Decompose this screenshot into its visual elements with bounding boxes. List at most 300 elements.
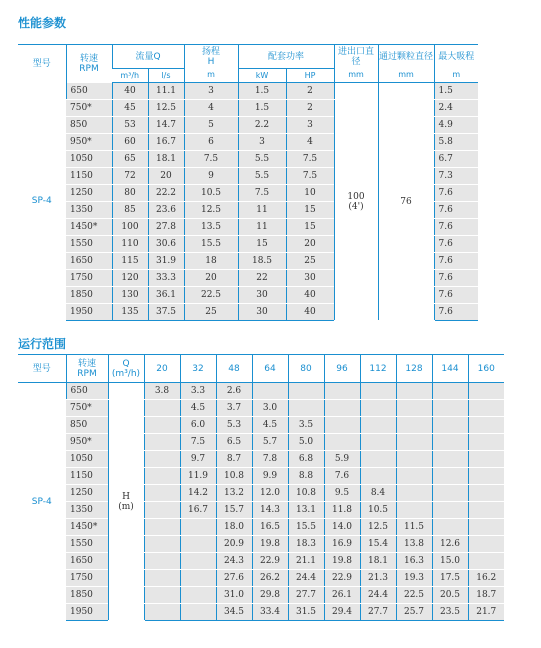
speed-cell: 1550 bbox=[66, 536, 108, 553]
value-cell: 4 bbox=[184, 100, 238, 117]
head-value-cell: 6.8 bbox=[288, 451, 324, 468]
unit-suction-m: m bbox=[434, 69, 478, 83]
speed-cell: 950* bbox=[66, 134, 112, 151]
head-value-cell: 31.5 bbox=[288, 604, 324, 621]
head-value-cell: 27.6 bbox=[216, 570, 252, 587]
flow-header: 128 bbox=[396, 355, 432, 383]
head-value-cell bbox=[180, 553, 216, 570]
table-row bbox=[18, 536, 504, 553]
speed-cell: 1450* bbox=[66, 219, 112, 236]
value-cell: 120 bbox=[112, 270, 148, 287]
value-cell: 30 bbox=[238, 304, 286, 321]
table-row bbox=[18, 451, 504, 468]
head-value-cell: 31.0 bbox=[216, 587, 252, 604]
head-value-cell: 8.8 bbox=[288, 468, 324, 485]
value-cell: 11.1 bbox=[148, 83, 184, 100]
speed-cell: 1050 bbox=[66, 451, 108, 468]
speed-cell: 1850 bbox=[66, 287, 112, 304]
value-cell: 5 bbox=[184, 117, 238, 134]
table-row bbox=[18, 417, 504, 434]
head-value-cell: 16.5 bbox=[252, 519, 288, 536]
header-model: 型号 bbox=[18, 355, 66, 383]
value-cell: 72 bbox=[112, 168, 148, 185]
head-value-cell: 4.5 bbox=[252, 417, 288, 434]
value-cell: 37.5 bbox=[148, 304, 184, 321]
port-value: 100 bbox=[347, 191, 365, 202]
unit-particle-mm: mm bbox=[378, 69, 434, 83]
head-value-cell bbox=[432, 519, 468, 536]
head-value-cell bbox=[432, 502, 468, 519]
head-value-cell bbox=[396, 400, 432, 417]
table-row bbox=[18, 553, 504, 570]
head-value-cell: 6.0 bbox=[180, 417, 216, 434]
head-value-cell bbox=[360, 468, 396, 485]
value-cell: 12.5 bbox=[184, 202, 238, 219]
speed-cell: 1950 bbox=[66, 304, 112, 321]
head-value-cell: 18.0 bbox=[216, 519, 252, 536]
header-flow: Q (m³/h) bbox=[108, 355, 144, 383]
value-cell: 80 bbox=[112, 185, 148, 202]
value-cell: 40 bbox=[286, 287, 334, 304]
head-value-cell: 16.7 bbox=[180, 502, 216, 519]
speed-cell: 1050 bbox=[66, 151, 112, 168]
value-cell: 3 bbox=[238, 134, 286, 151]
head-value-cell bbox=[288, 400, 324, 417]
head-value-cell bbox=[144, 468, 180, 485]
value-cell: 7.5 bbox=[238, 185, 286, 202]
head-value-cell bbox=[396, 451, 432, 468]
head-value-cell: 20.5 bbox=[432, 587, 468, 604]
value-cell: 27.8 bbox=[148, 219, 184, 236]
header-speed: 转速 RPM bbox=[66, 45, 112, 83]
head-value-cell: 29.8 bbox=[252, 587, 288, 604]
head-value-cell bbox=[144, 451, 180, 468]
value-cell: 22.2 bbox=[148, 185, 184, 202]
header-speed: 转速 RPM bbox=[66, 355, 108, 383]
value-cell: 18.1 bbox=[148, 151, 184, 168]
head-value-cell: 18.3 bbox=[288, 536, 324, 553]
head-value-cell bbox=[432, 468, 468, 485]
head-value-cell: 33.4 bbox=[252, 604, 288, 621]
head-value-cell: 14.2 bbox=[180, 485, 216, 502]
speed-cell: 1750 bbox=[66, 270, 112, 287]
head-value-cell bbox=[432, 417, 468, 434]
head-value-cell: 4.5 bbox=[180, 400, 216, 417]
head-value-cell bbox=[144, 587, 180, 604]
value-cell: 7.5 bbox=[286, 151, 334, 168]
head-value-cell bbox=[144, 604, 180, 621]
table-row bbox=[18, 400, 504, 417]
speed-cell: 1350 bbox=[66, 202, 112, 219]
head-value-cell: 34.5 bbox=[216, 604, 252, 621]
suction-cell: 4.9 bbox=[434, 117, 478, 134]
speed-cell: 850 bbox=[66, 417, 108, 434]
value-cell: 36.1 bbox=[148, 287, 184, 304]
head-value-cell: 22.5 bbox=[396, 587, 432, 604]
speed-cell: 1650 bbox=[66, 553, 108, 570]
head-value-cell: 9.7 bbox=[180, 451, 216, 468]
head-unit: (m) bbox=[118, 501, 134, 512]
speed-cell: 750* bbox=[66, 100, 112, 117]
head-value-cell bbox=[468, 451, 504, 468]
value-cell: 20 bbox=[184, 270, 238, 287]
speed-cell: 1150 bbox=[66, 468, 108, 485]
head-value-cell: 19.8 bbox=[324, 553, 360, 570]
head-value-cell: 24.3 bbox=[216, 553, 252, 570]
head-value-cell: 3.5 bbox=[288, 417, 324, 434]
head-value-cell: 22.9 bbox=[252, 553, 288, 570]
head-value-cell: 12.0 bbox=[252, 485, 288, 502]
value-cell: 14.7 bbox=[148, 117, 184, 134]
head-value-cell: 27.7 bbox=[360, 604, 396, 621]
value-cell: 10 bbox=[286, 185, 334, 202]
head-value-cell: 3.7 bbox=[216, 400, 252, 417]
flow-header: 20 bbox=[144, 355, 180, 383]
head-value-cell bbox=[468, 468, 504, 485]
unit-port-mm: mm bbox=[334, 69, 378, 83]
value-cell: 1.5 bbox=[238, 83, 286, 100]
unit-flow-m3h: m³/h bbox=[112, 69, 148, 83]
value-cell: 25 bbox=[184, 304, 238, 321]
value-cell: 13.5 bbox=[184, 219, 238, 236]
head-value-cell bbox=[360, 434, 396, 451]
suction-cell: 2.4 bbox=[434, 100, 478, 117]
head-value-cell: 24.4 bbox=[288, 570, 324, 587]
value-cell: 15.5 bbox=[184, 236, 238, 253]
speed-cell: 950* bbox=[66, 434, 108, 451]
head-value-cell: 5.0 bbox=[288, 434, 324, 451]
value-cell: 40 bbox=[286, 304, 334, 321]
range-section-title: 运行范围 bbox=[18, 337, 67, 351]
flow-header: 96 bbox=[324, 355, 360, 383]
head-value-cell: 10.8 bbox=[216, 468, 252, 485]
suction-cell: 7.6 bbox=[434, 202, 478, 219]
head-value-cell: 13.2 bbox=[216, 485, 252, 502]
speed-cell: 1750 bbox=[66, 570, 108, 587]
suction-cell: 7.6 bbox=[434, 270, 478, 287]
head-value-cell: 26.2 bbox=[252, 570, 288, 587]
value-cell: 20 bbox=[286, 236, 334, 253]
head-value-cell: 27.7 bbox=[288, 587, 324, 604]
head-value-cell: 20.9 bbox=[216, 536, 252, 553]
table-row bbox=[18, 434, 504, 451]
head-value-cell: 23.5 bbox=[432, 604, 468, 621]
head-value-cell bbox=[432, 434, 468, 451]
head-value-cell: 24.4 bbox=[360, 587, 396, 604]
value-cell: 7.5 bbox=[286, 168, 334, 185]
head-value-cell: 14.3 bbox=[252, 502, 288, 519]
head-value-cell bbox=[252, 383, 288, 400]
head-value-cell bbox=[468, 400, 504, 417]
range-table bbox=[18, 354, 504, 621]
head-value-cell bbox=[432, 485, 468, 502]
model-cell: SP-4 bbox=[18, 383, 66, 621]
value-cell: 85 bbox=[112, 202, 148, 219]
head-value-cell: 19.3 bbox=[396, 570, 432, 587]
speed-cell: 850 bbox=[66, 117, 112, 134]
head-value-cell: 8.7 bbox=[216, 451, 252, 468]
head-value-cell: 18.7 bbox=[468, 587, 504, 604]
value-cell: 25 bbox=[286, 253, 334, 270]
value-cell: 5.5 bbox=[238, 168, 286, 185]
head-value-cell: 3.0 bbox=[252, 400, 288, 417]
table-row bbox=[18, 502, 504, 519]
head-value-cell: 5.7 bbox=[252, 434, 288, 451]
head-value-cell: 2.6 bbox=[216, 383, 252, 400]
head-value-cell: 9.9 bbox=[252, 468, 288, 485]
head-value-cell: 15.7 bbox=[216, 502, 252, 519]
value-cell: 53 bbox=[112, 117, 148, 134]
flow-header: 112 bbox=[360, 355, 396, 383]
unit-flow-ls: l/s bbox=[148, 69, 184, 83]
suction-cell: 7.6 bbox=[434, 236, 478, 253]
head-value-cell bbox=[144, 570, 180, 587]
unit-hp: HP bbox=[286, 69, 334, 83]
head-value-cell: 16.9 bbox=[324, 536, 360, 553]
flow-header: 160 bbox=[468, 355, 504, 383]
flow-header: 64 bbox=[252, 355, 288, 383]
value-cell: 15 bbox=[238, 236, 286, 253]
flow-header: 32 bbox=[180, 355, 216, 383]
head-label: H bbox=[122, 491, 130, 502]
value-cell: 65 bbox=[112, 151, 148, 168]
head-value-cell bbox=[396, 383, 432, 400]
value-cell: 115 bbox=[112, 253, 148, 270]
head-value-cell: 13.8 bbox=[396, 536, 432, 553]
head-value-cell bbox=[144, 485, 180, 502]
head-value-cell bbox=[324, 417, 360, 434]
head-value-cell bbox=[144, 502, 180, 519]
head-value-cell bbox=[396, 468, 432, 485]
particle-diameter-cell: 76 bbox=[378, 83, 434, 321]
speed-cell: 1450* bbox=[66, 519, 108, 536]
value-cell: 11 bbox=[238, 202, 286, 219]
head-value-cell bbox=[396, 485, 432, 502]
speed-cell: 750* bbox=[66, 400, 108, 417]
header-max-suction: 最大吸程 bbox=[434, 45, 478, 69]
head-value-cell: 14.0 bbox=[324, 519, 360, 536]
speed-cell: 1950 bbox=[66, 604, 108, 621]
head-value-cell bbox=[468, 417, 504, 434]
head-value-cell bbox=[396, 434, 432, 451]
flow-header: 80 bbox=[288, 355, 324, 383]
unit-head-m: m bbox=[184, 69, 238, 83]
head-value-cell bbox=[468, 519, 504, 536]
table-row bbox=[18, 604, 504, 621]
value-cell: 2.2 bbox=[238, 117, 286, 134]
value-cell: 3 bbox=[286, 117, 334, 134]
head-value-cell: 7.5 bbox=[180, 434, 216, 451]
value-cell: 22.5 bbox=[184, 287, 238, 304]
head-value-cell bbox=[468, 553, 504, 570]
head-value-cell bbox=[396, 502, 432, 519]
head-value-cell bbox=[324, 434, 360, 451]
head-value-cell: 9.5 bbox=[324, 485, 360, 502]
head-value-cell bbox=[396, 417, 432, 434]
value-cell: 135 bbox=[112, 304, 148, 321]
head-value-cell: 15.0 bbox=[432, 553, 468, 570]
speed-cell: 1550 bbox=[66, 236, 112, 253]
head-value-cell: 15.5 bbox=[288, 519, 324, 536]
value-cell: 16.7 bbox=[148, 134, 184, 151]
value-cell: 18 bbox=[184, 253, 238, 270]
head-value-cell: 19.8 bbox=[252, 536, 288, 553]
head-value-cell: 13.1 bbox=[288, 502, 324, 519]
head-value-cell: 21.1 bbox=[288, 553, 324, 570]
head-value-cell bbox=[180, 536, 216, 553]
head-value-cell bbox=[360, 417, 396, 434]
head-value-cell: 7.6 bbox=[324, 468, 360, 485]
head-value-cell: 5.3 bbox=[216, 417, 252, 434]
value-cell: 11 bbox=[238, 219, 286, 236]
value-cell: 5.5 bbox=[238, 151, 286, 168]
head-value-cell bbox=[180, 519, 216, 536]
suction-cell: 7.3 bbox=[434, 168, 478, 185]
head-value-cell: 18.1 bbox=[360, 553, 396, 570]
table-row bbox=[18, 383, 504, 400]
head-value-cell bbox=[144, 417, 180, 434]
suction-cell: 1.5 bbox=[434, 83, 478, 100]
speed-cell: 1850 bbox=[66, 587, 108, 604]
head-value-cell bbox=[468, 536, 504, 553]
suction-cell: 7.6 bbox=[434, 185, 478, 202]
head-value-cell: 16.2 bbox=[468, 570, 504, 587]
value-cell: 100 bbox=[112, 219, 148, 236]
head-label-cell bbox=[108, 383, 144, 621]
head-value-cell: 3.8 bbox=[144, 383, 180, 400]
head-value-cell bbox=[144, 519, 180, 536]
head-value-cell: 16.3 bbox=[396, 553, 432, 570]
suction-cell: 6.7 bbox=[434, 151, 478, 168]
value-cell: 2 bbox=[286, 83, 334, 100]
port-inch: (4') bbox=[348, 201, 364, 212]
head-value-cell bbox=[468, 383, 504, 400]
value-cell: 31.9 bbox=[148, 253, 184, 270]
value-cell: 7.5 bbox=[184, 151, 238, 168]
head-value-cell bbox=[144, 434, 180, 451]
header-port-diameter: 进出口直径 bbox=[334, 45, 378, 69]
value-cell: 18.5 bbox=[238, 253, 286, 270]
value-cell: 45 bbox=[112, 100, 148, 117]
value-cell: 33.3 bbox=[148, 270, 184, 287]
suction-cell: 7.6 bbox=[434, 304, 478, 321]
value-cell: 30 bbox=[286, 270, 334, 287]
head-value-cell bbox=[468, 434, 504, 451]
speed-cell: 1150 bbox=[66, 168, 112, 185]
head-value-cell: 12.6 bbox=[432, 536, 468, 553]
suction-cell: 7.6 bbox=[434, 219, 478, 236]
head-value-cell bbox=[468, 502, 504, 519]
head-value-cell bbox=[144, 400, 180, 417]
flow-header: 48 bbox=[216, 355, 252, 383]
value-cell: 9 bbox=[184, 168, 238, 185]
header-particle-diameter: 通过颗粒直径 bbox=[378, 45, 434, 69]
value-cell: 20 bbox=[148, 168, 184, 185]
speed-cell: 650 bbox=[66, 83, 112, 100]
head-value-cell bbox=[324, 400, 360, 417]
head-value-cell: 17.5 bbox=[432, 570, 468, 587]
suction-cell: 7.6 bbox=[434, 253, 478, 270]
head-value-cell: 6.5 bbox=[216, 434, 252, 451]
head-value-cell: 25.7 bbox=[396, 604, 432, 621]
head-value-cell: 12.5 bbox=[360, 519, 396, 536]
header-flow: 流量Q bbox=[112, 45, 184, 69]
head-value-cell bbox=[432, 451, 468, 468]
header-model: 型号 bbox=[18, 45, 66, 83]
performance-section-title: 性能参数 bbox=[18, 16, 67, 30]
value-cell: 10.5 bbox=[184, 185, 238, 202]
unit-kw: kW bbox=[238, 69, 286, 83]
speed-cell: 1350 bbox=[66, 502, 108, 519]
head-value-cell: 7.8 bbox=[252, 451, 288, 468]
head-value-cell: 11.9 bbox=[180, 468, 216, 485]
value-cell: 110 bbox=[112, 236, 148, 253]
value-cell: 15 bbox=[286, 202, 334, 219]
head-value-cell bbox=[360, 400, 396, 417]
value-cell: 3 bbox=[184, 83, 238, 100]
speed-cell: 650 bbox=[66, 383, 108, 400]
head-value-cell bbox=[144, 536, 180, 553]
head-value-cell: 11.5 bbox=[396, 519, 432, 536]
head-value-cell bbox=[180, 587, 216, 604]
table-row bbox=[18, 587, 504, 604]
table-row bbox=[18, 519, 504, 536]
head-value-cell bbox=[432, 383, 468, 400]
head-value-cell bbox=[180, 604, 216, 621]
head-value-cell bbox=[432, 400, 468, 417]
head-value-cell: 11.8 bbox=[324, 502, 360, 519]
head-value-cell bbox=[288, 383, 324, 400]
head-value-cell: 10.8 bbox=[288, 485, 324, 502]
table-row bbox=[18, 468, 504, 485]
head-value-cell bbox=[360, 451, 396, 468]
flow-header: 144 bbox=[432, 355, 468, 383]
head-value-cell: 21.3 bbox=[360, 570, 396, 587]
value-cell: 1.5 bbox=[238, 100, 286, 117]
value-cell: 22 bbox=[238, 270, 286, 287]
head-value-cell: 5.9 bbox=[324, 451, 360, 468]
model-cell: SP-4 bbox=[18, 83, 66, 321]
head-value-cell: 21.7 bbox=[468, 604, 504, 621]
head-value-cell bbox=[468, 485, 504, 502]
head-value-cell: 29.4 bbox=[324, 604, 360, 621]
head-value-cell: 22.9 bbox=[324, 570, 360, 587]
speed-cell: 1650 bbox=[66, 253, 112, 270]
value-cell: 30.6 bbox=[148, 236, 184, 253]
head-value-cell bbox=[180, 570, 216, 587]
head-value-cell bbox=[324, 383, 360, 400]
suction-cell: 5.8 bbox=[434, 134, 478, 151]
speed-cell: 1250 bbox=[66, 185, 112, 202]
value-cell: 23.6 bbox=[148, 202, 184, 219]
head-value-cell: 8.4 bbox=[360, 485, 396, 502]
head-value-cell bbox=[144, 553, 180, 570]
value-cell: 40 bbox=[112, 83, 148, 100]
head-value-cell: 26.1 bbox=[324, 587, 360, 604]
table-row bbox=[18, 570, 504, 587]
head-value-cell bbox=[360, 383, 396, 400]
head-value-cell: 15.4 bbox=[360, 536, 396, 553]
suction-cell: 7.6 bbox=[434, 287, 478, 304]
table-row bbox=[18, 83, 478, 100]
value-cell: 30 bbox=[238, 287, 286, 304]
value-cell: 60 bbox=[112, 134, 148, 151]
header-head: 扬程 H bbox=[184, 45, 238, 69]
head-value-cell: 3.3 bbox=[180, 383, 216, 400]
value-cell: 130 bbox=[112, 287, 148, 304]
value-cell: 15 bbox=[286, 219, 334, 236]
value-cell: 2 bbox=[286, 100, 334, 117]
